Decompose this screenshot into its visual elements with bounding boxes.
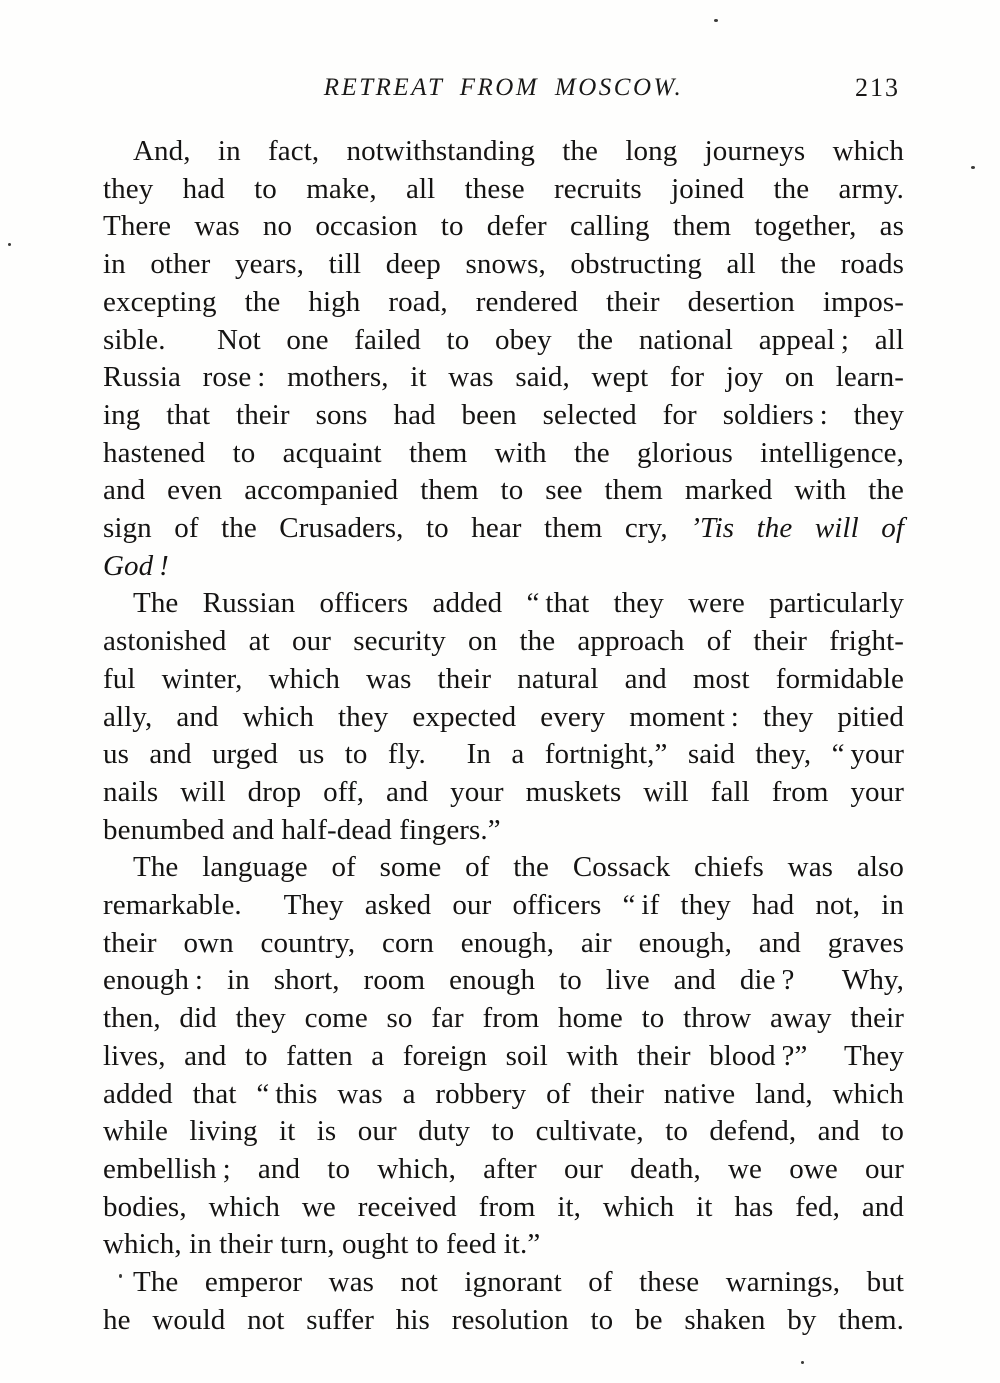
text-line: in other years, till deep snows, obstructing all the roads (103, 248, 904, 281)
text-line: embellish ; and to which, after our death, we owe our (103, 1152, 904, 1185)
scan-speck (714, 19, 718, 22)
text-line: Russia rose : mothers, it was said, wept for joy on learn- (103, 361, 904, 394)
scan-speck (119, 1274, 122, 1278)
text-line: ing that their sons had been selected for soldiers : they (103, 398, 904, 431)
text-line: excepting the high road, rendered their desertion impos- (103, 285, 904, 318)
text-line: us and urged us to fly. In a fortnight,” said they, “ your (103, 738, 904, 771)
text-line: ful winter, which was their natural and most formidable (103, 662, 904, 695)
italic-text-segment: ’Tis the will of (690, 512, 904, 545)
text-line: which, in their turn, ought to feed it.” (103, 1228, 541, 1261)
text-line: he would not suffer his resolution to be shaken by them. (103, 1303, 904, 1336)
text-line: The emperor was not ignorant of these warnings, but (133, 1266, 904, 1299)
text-line: sible. Not one failed to obey the national appeal ; all (103, 323, 904, 356)
text-line: remarkable. They asked our officers “ if they had not, in (103, 889, 904, 922)
text-line: There was no occasion to defer calling them together, as (103, 210, 904, 243)
text-line: they had to make, all these recruits joined the army. (103, 172, 904, 205)
text-line: And, in fact, notwithstanding the long journeys which (133, 135, 904, 167)
text-line (103, 548, 904, 586)
text-line: The Russian officers added “ that they were particularly (133, 587, 904, 620)
text-line: lives, and to fatten a foreign soil with their blood ?” They (103, 1039, 904, 1072)
text-line: ally, and which they expected every moment : they pitied (103, 700, 904, 733)
text-line: bodies, which we received from it, which it has fed, and (103, 1190, 904, 1223)
text-line: The language of some of the Cossack chiefs was also (133, 851, 904, 884)
scan-speck (801, 1361, 804, 1364)
running-title: RETREAT FROM MOSCOW. (323, 74, 684, 101)
text-line: nails will drop off, and your muskets will fall from your (103, 775, 904, 808)
text-line: then, did they come so far from home to throw away their (103, 1002, 904, 1035)
text-segment: sign of the Crusaders, to hear them cry, (103, 512, 691, 545)
page-header (103, 72, 904, 104)
text-line: and even accompanied them to see them marked with the (103, 474, 904, 507)
text-line: added that “ this was a robbery of their native land, which (103, 1077, 904, 1110)
scan-speck (8, 243, 11, 246)
text-line: hastened to acquaint them with the glorious intelligence, (103, 436, 904, 469)
text-line: while living it is our duty to cultivate, to defend, and to (103, 1115, 904, 1148)
text-line: their own country, corn enough, air enough, and graves (103, 926, 904, 959)
text-line: benumbed and half-dead fingers.” (103, 813, 501, 846)
scan-speck (971, 166, 975, 169)
text-line: astonished at our security on the approach of their fright- (103, 625, 904, 658)
text-line (103, 510, 904, 548)
page-body (103, 133, 904, 1340)
text-line: enough : in short, room enough to live and die ? Why, (103, 964, 904, 997)
italic-text-segment: God ! (103, 549, 169, 582)
page-number: 213 (855, 73, 900, 102)
